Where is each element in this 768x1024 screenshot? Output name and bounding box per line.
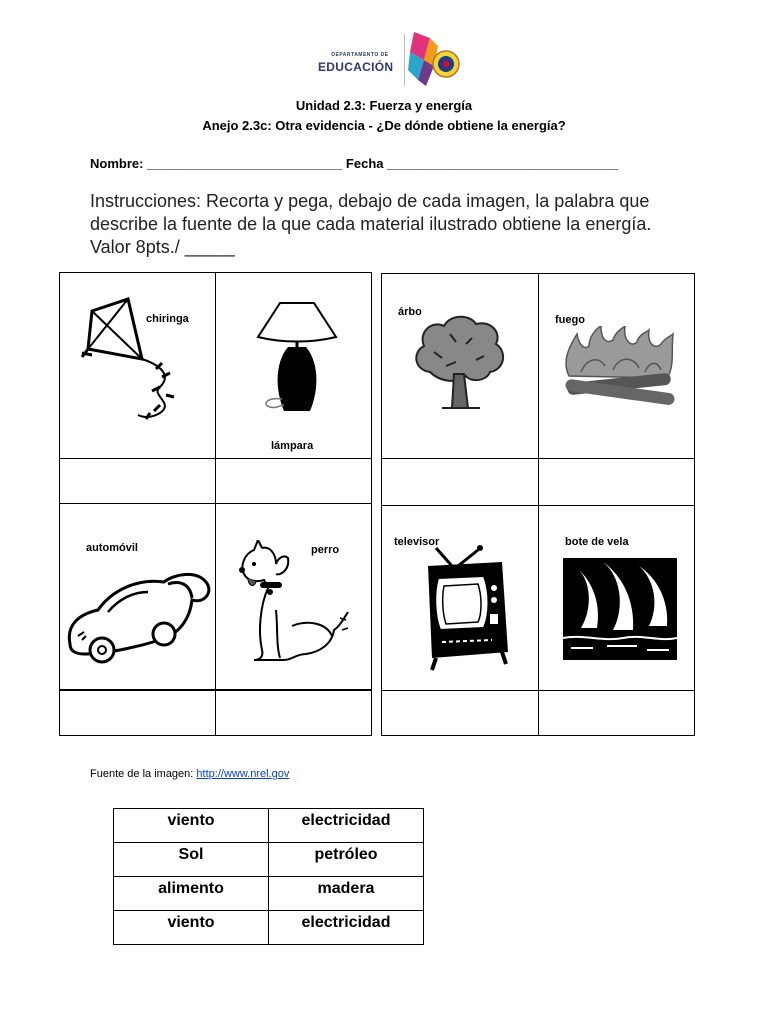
- annex-title: Anejo 2.3c: Otra evidencia - ¿De dónde obtiene la energía?: [202, 118, 566, 133]
- name-blank[interactable]: ___________________________: [147, 156, 343, 171]
- word-cell: petróleo: [269, 843, 424, 877]
- answer-box-car[interactable]: [59, 689, 216, 736]
- dog-cell: [215, 503, 372, 690]
- logo-department-text: DEPARTAMENTO DE: [331, 52, 389, 58]
- word-cell: electricidad: [269, 911, 424, 945]
- date-blank[interactable]: ________________________________: [387, 156, 619, 171]
- word-cell: alimento: [114, 877, 269, 911]
- kite-cell: [59, 272, 216, 459]
- left-image-grid: [59, 272, 372, 736]
- word-cell: viento: [114, 911, 269, 945]
- word-cell: viento: [114, 809, 269, 843]
- television-icon: [422, 542, 522, 672]
- table-row: [114, 877, 424, 911]
- answer-box-sailboat[interactable]: [538, 690, 695, 736]
- image-source: [90, 768, 289, 780]
- word-cell: electricidad: [269, 809, 424, 843]
- table-row: [114, 843, 424, 877]
- tv-label: televisor: [394, 536, 440, 548]
- car-icon: [64, 570, 214, 670]
- dog-icon: [236, 540, 356, 670]
- source-link[interactable]: http://www.nrel.gov: [196, 768, 290, 780]
- tree-cell: [381, 273, 539, 459]
- sailboat-icon: [563, 558, 677, 660]
- tree-icon: [410, 312, 510, 412]
- fire-icon: [561, 326, 681, 406]
- logo-name-text: EDUCACIÓN: [318, 60, 394, 74]
- name-label: Nombre:: [90, 156, 144, 171]
- answer-box-kite[interactable]: [59, 458, 216, 504]
- answer-box-tree[interactable]: [381, 458, 539, 506]
- tv-cell: [381, 505, 539, 691]
- sailboat-label: bote de vela: [565, 536, 629, 548]
- lamp-icon: [252, 301, 342, 421]
- table-row: [114, 911, 424, 945]
- education-logo: [318, 30, 468, 90]
- name-date-line: [90, 156, 618, 171]
- lamp-cell: [215, 272, 372, 459]
- word-bank-table: [113, 808, 424, 945]
- answer-box-tv[interactable]: [381, 690, 539, 736]
- car-label: automóvil: [86, 542, 138, 554]
- answer-box-dog[interactable]: [215, 689, 372, 736]
- word-cell: Sol: [114, 843, 269, 877]
- car-cell: [59, 503, 216, 690]
- fire-cell: [538, 273, 695, 459]
- lamp-label: lámpara: [271, 440, 314, 452]
- answer-box-lamp[interactable]: [215, 458, 372, 504]
- dog-label: perro: [311, 544, 340, 556]
- kite-label: chiringa: [146, 313, 189, 325]
- date-label: Fecha: [345, 156, 384, 171]
- unit-title: Unidad 2.3: Fuerza y energía: [295, 98, 473, 113]
- table-row: [114, 809, 424, 843]
- tree-label: árbo: [398, 306, 422, 318]
- right-image-grid: [381, 273, 695, 736]
- instructions: Instrucciones: Recorta y pega, debajo de cada imagen, la palabra que describe la fuente de la que cada material ilustrado obtiene la energía. Valor 8pts./ _____: [90, 191, 652, 257]
- logo-emblem-icon: [404, 30, 468, 90]
- sailboat-cell: [538, 505, 695, 691]
- answer-box-fire[interactable]: [538, 458, 695, 506]
- fire-label: fuego: [555, 314, 585, 326]
- source-label: Fuente de la imagen:: [90, 768, 194, 780]
- word-cell: madera: [269, 877, 424, 911]
- kite-icon: [80, 295, 190, 425]
